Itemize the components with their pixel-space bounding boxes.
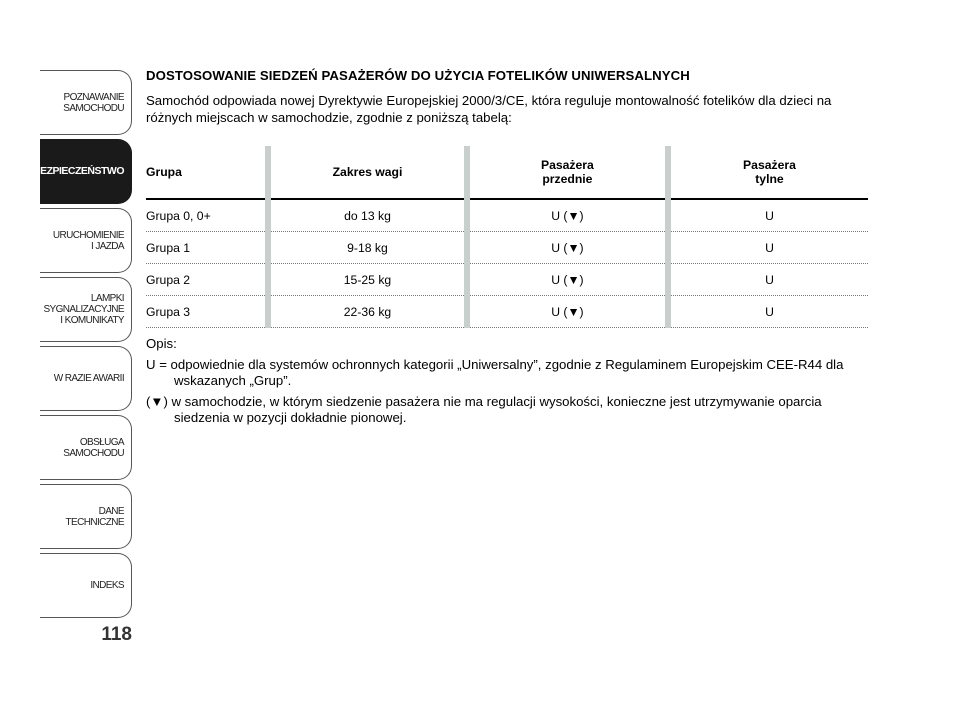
cell-grupa: Grupa 1: [146, 232, 268, 264]
tab-lampki-sygnalizacyjne[interactable]: [40, 277, 132, 342]
header-grupa: Grupa: [146, 146, 268, 199]
intro-paragraph: Samochód odpowiada nowej Dyrektywie Europejskiej 2000/3/CE, która reguluje montowalność fotelików dla dzieci na różnych miejscach w samochodzie, zgodnie z poniższą tabelą:: [146, 93, 832, 125]
cell-zakres-wagi: 9-18 kg: [268, 232, 467, 264]
notes-label: Opis:: [146, 336, 177, 351]
header-pasazera-przednie: Pasażera przednie: [467, 146, 668, 199]
note-u: U = odpowiednie dla systemów ochronnych kategorii „Uniwersalny”, zgodnie z Regulaminem Europejskim CEE-R44 dla wskazanych „Grup”.: [146, 357, 844, 388]
cell-tylne: U: [668, 296, 868, 328]
cell-tylne: U: [668, 232, 868, 264]
tab-label: INDEKS: [90, 580, 124, 591]
table-row: [146, 296, 868, 328]
cell-tylne: U: [668, 199, 868, 232]
cell-zakres-wagi: 15-25 kg: [268, 264, 467, 296]
cell-grupa: Grupa 0, 0+: [146, 199, 268, 232]
tab-indeks[interactable]: [40, 553, 132, 618]
table-header-row: [146, 146, 868, 199]
header-zakres-wagi: Zakres wagi: [268, 146, 467, 199]
cell-przednie: U (▼): [467, 296, 668, 328]
tab-uruchomienie-i-jazda[interactable]: [40, 208, 132, 273]
page-title: DOSTOSOWANIE SIEDZEŃ PASAŻERÓW DO UŻYCIA FOTELIKÓW UNIWERSALNYCH: [146, 68, 690, 83]
tab-label: OBSŁUGA SAMOCHODU: [63, 436, 124, 459]
tab-label: BEZPIECZEŃSTWO: [32, 165, 124, 177]
page-content: [146, 68, 868, 426]
cell-przednie: U (▼): [467, 199, 668, 232]
cell-zakres-wagi: 22-36 kg: [268, 296, 467, 328]
cell-grupa: Grupa 2: [146, 264, 268, 296]
cell-tylne: U: [668, 264, 868, 296]
cell-przednie: U (▼): [467, 232, 668, 264]
note-triangle: (▼) w samochodzie, w którym siedzenie pasażera nie ma regulacji wysokości, konieczne jest utrzymywanie oparcia siedzenia w pozycji dokładnie pionowej.: [146, 394, 822, 425]
cell-zakres-wagi: do 13 kg: [268, 199, 467, 232]
seat-compatibility-table: [146, 146, 868, 328]
tab-label: LAMPKI SYGNALIZACYJNE I KOMUNIKATY: [43, 293, 124, 326]
tab-label: W RAZIE AWARII: [53, 373, 124, 384]
table-row: [146, 232, 868, 264]
tab-dane-techniczne[interactable]: [40, 484, 132, 549]
table-row: [146, 264, 868, 296]
tab-obsluga-samochodu[interactable]: [40, 415, 132, 480]
tab-w-razie-awarii[interactable]: [40, 346, 132, 411]
tab-bezpieczenstwo[interactable]: [32, 139, 132, 204]
page-number: 118: [101, 624, 132, 645]
cell-grupa: Grupa 3: [146, 296, 268, 328]
tab-label: POZNAWANIE SAMOCHODU: [63, 91, 124, 114]
tab-poznawanie-samochodu[interactable]: [40, 70, 132, 135]
tab-label: URUCHOMIENIE I JAZDA: [52, 229, 124, 252]
tab-label: DANE TECHNICZNE: [65, 505, 124, 528]
notes-section: [146, 336, 868, 426]
header-pasazera-tylne: Pasażera tylne: [668, 146, 868, 199]
cell-przednie: U (▼): [467, 264, 668, 296]
table-row: [146, 199, 868, 232]
